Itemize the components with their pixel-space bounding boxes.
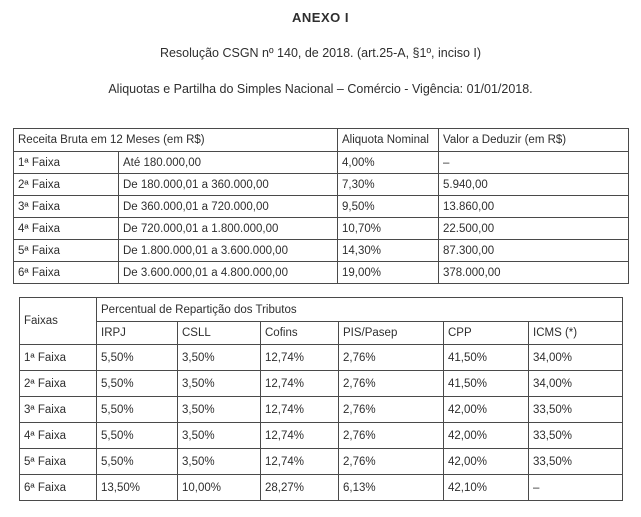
revenue-range-cell: De 1.800.000,01 a 3.600.000,00 [119,240,338,262]
faixa-label-cell: 5ª Faixa [20,449,97,475]
pis-pasep-cell: 2,76% [339,371,444,397]
faixa-label-cell: 3ª Faixa [14,196,119,218]
irpj-cell: 5,50% [97,345,178,371]
faixa-label-cell: 1ª Faixa [20,345,97,371]
nominal-rate-cell: 19,00% [338,262,439,284]
csll-cell: 3,50% [178,345,261,371]
faixa-label-cell: 2ª Faixa [14,174,119,196]
icms-cell: 34,00% [529,345,623,371]
header-icms: ICMS (*) [529,322,623,345]
pis-pasep-cell: 2,76% [339,449,444,475]
cofins-cell: 12,74% [261,423,339,449]
header-cpp: CPP [444,322,529,345]
irpj-cell: 5,50% [97,423,178,449]
pis-pasep-cell: 2,76% [339,397,444,423]
csll-cell: 3,50% [178,449,261,475]
revenue-table-header-row [14,129,629,152]
pis-pasep-cell: 2,76% [339,345,444,371]
header-aliquota-nominal: Aliquota Nominal [338,129,439,152]
csll-cell: 10,00% [178,475,261,501]
header-pis-pasep: PIS/Pasep [339,322,444,345]
deduction-cell: 22.500,00 [439,218,629,240]
header-cofins: Cofins [261,322,339,345]
irpj-cell: 5,50% [97,397,178,423]
document-title: ANEXO I [292,10,349,25]
icms-cell: 33,50% [529,397,623,423]
header-percentual-reparticao: Percentual de Repartição dos Tributos [97,298,623,322]
deduction-cell: 13.860,00 [439,196,629,218]
document-caption: Aliquotas e Partilha do Simples Nacional – Comércio - Vigência: 01/01/2018. [108,82,533,96]
table-row [20,345,623,371]
icms-cell: 34,00% [529,371,623,397]
table-row [14,218,629,240]
header-faixas: Faixas [20,298,97,345]
table-row [14,240,629,262]
header-csll: CSLL [178,322,261,345]
table-row [14,174,629,196]
nominal-rate-cell: 9,50% [338,196,439,218]
deduction-cell: 87.300,00 [439,240,629,262]
cpp-cell: 42,00% [444,397,529,423]
cpp-cell: 42,00% [444,449,529,475]
table-row [20,449,623,475]
header-valor-deduzir: Valor a Deduzir (em R$) [439,129,629,152]
faixa-label-cell: 3ª Faixa [20,397,97,423]
table-row [14,196,629,218]
nominal-rate-cell: 4,00% [338,152,439,174]
table-row [20,397,623,423]
revenue-range-cell: De 180.000,01 a 360.000,00 [119,174,338,196]
irpj-cell: 5,50% [97,449,178,475]
cpp-cell: 42,10% [444,475,529,501]
cofins-cell: 12,74% [261,449,339,475]
table-row [20,423,623,449]
faixa-label-cell: 6ª Faixa [14,262,119,284]
faixa-label-cell: 5ª Faixa [14,240,119,262]
header-irpj: IRPJ [97,322,178,345]
icms-cell: – [529,475,623,501]
faixa-label-cell: 4ª Faixa [20,423,97,449]
cofins-cell: 12,74% [261,371,339,397]
revenue-range-cell: De 360.000,01 a 720.000,00 [119,196,338,218]
revenue-brackets-table [13,128,629,284]
document-subtitle: Resolução CSGN nº 140, de 2018. (art.25-A, §1º, inciso I) [159,46,482,60]
icms-cell: 33,50% [529,449,623,475]
nominal-rate-cell: 14,30% [338,240,439,262]
table-row [14,152,629,174]
header-receita-bruta: Receita Bruta em 12 Meses (em R$) [14,129,338,152]
table-row [20,371,623,397]
cofins-cell: 12,74% [261,397,339,423]
revenue-range-cell: Até 180.000,00 [119,152,338,174]
cofins-cell: 28,27% [261,475,339,501]
pis-pasep-cell: 6,13% [339,475,444,501]
split-table-group-header-row [20,298,623,322]
revenue-range-cell: De 3.600.000,01 a 4.800.000,00 [119,262,338,284]
table-row [14,262,629,284]
irpj-cell: 13,50% [97,475,178,501]
nominal-rate-cell: 7,30% [338,174,439,196]
split-table-column-header-row [20,322,623,345]
revenue-range-cell: De 720.000,01 a 1.800.000,00 [119,218,338,240]
pis-pasep-cell: 2,76% [339,423,444,449]
deduction-cell: 5.940,00 [439,174,629,196]
icms-cell: 33,50% [529,423,623,449]
csll-cell: 3,50% [178,397,261,423]
csll-cell: 3,50% [178,423,261,449]
nominal-rate-cell: 10,70% [338,218,439,240]
faixa-label-cell: 6ª Faixa [20,475,97,501]
table-row [20,475,623,501]
cpp-cell: 42,00% [444,423,529,449]
irpj-cell: 5,50% [97,371,178,397]
cpp-cell: 41,50% [444,345,529,371]
tax-split-table [19,297,623,501]
cpp-cell: 41,50% [444,371,529,397]
deduction-cell: 378.000,00 [439,262,629,284]
csll-cell: 3,50% [178,371,261,397]
faixa-label-cell: 4ª Faixa [14,218,119,240]
deduction-cell: – [439,152,629,174]
faixa-label-cell: 2ª Faixa [20,371,97,397]
faixa-label-cell: 1ª Faixa [14,152,119,174]
cofins-cell: 12,74% [261,345,339,371]
